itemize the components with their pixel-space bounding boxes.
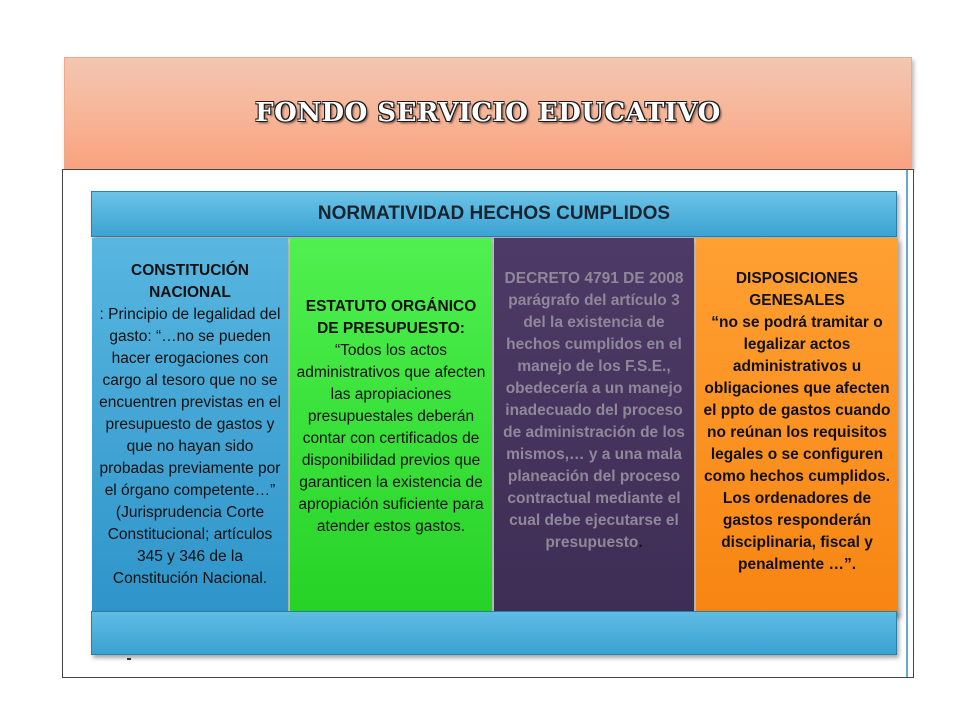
column-constitucion: [92, 238, 288, 615]
column-body: “Todos los actos administrativos que afecten las apropiaciones presupuestales deberán contar con certificados de disponibilidad previos que garanticen la existencia de apropiación suficiente para atender estos gastos.: [296, 342, 486, 535]
column-disposiciones: [696, 238, 898, 615]
column-body: : Principio de legalidad del gasto: “…no se pueden hacer erogaciones con cargo al tesoro que no se encuentren previstas en el presupuesto de gastos y que no hayan sido probadas previamente por el órgano competente…” (Jurisprudencia Corte Constitucional; artículos 345 y 346 de la Constitución Nacional.: [99, 306, 281, 587]
column-heading: DISPOSICIONES GENESALES: [735, 270, 859, 309]
frame-divider: [906, 170, 908, 677]
title-banner: [64, 57, 912, 169]
column-heading: DECRETO 4791 DE 2008: [504, 270, 684, 287]
column-body: “no se podrá tramitar o legalizar actos administrativos u obligaciones que afecten el ppto de gastos cuando no reúnan los requisitos legales o se configuren como hechos cumplidos. Los ordenadores de gastos responderán disciplinaria, fiscal y penalmente …”.: [703, 314, 891, 573]
diagram-header-text: NORMATIVIDAD HECHOS CUMPLIDOS: [317, 203, 671, 224]
column-decreto: [494, 238, 694, 615]
slide-title: FONDO SERVICIO EDUCATIVO: [255, 98, 721, 128]
normatividad-diagram: [62, 169, 914, 678]
column-heading: CONSTITUCIÓN NACIONAL: [131, 262, 249, 301]
diagram-footer: [91, 611, 897, 655]
stray-mark: [127, 658, 131, 660]
diagram-header: [91, 191, 897, 237]
column-body-period: .: [638, 534, 643, 551]
column-heading: ESTATUTO ORGÁNICO DE PRESUPUESTO:: [305, 298, 477, 337]
column-estatuto: [290, 238, 492, 615]
column-body-text: parágrafo del artículo 3 del la existencia de hechos cumplidos en el manejo de los F.S.E., obedecería a un manejo inadecuado del proceso de administración de los mismos,… y a una mala planeación del proceso contractual mediante el cual debe ejecutarse el presupuesto: [503, 292, 685, 551]
column-body: [500, 290, 688, 554]
